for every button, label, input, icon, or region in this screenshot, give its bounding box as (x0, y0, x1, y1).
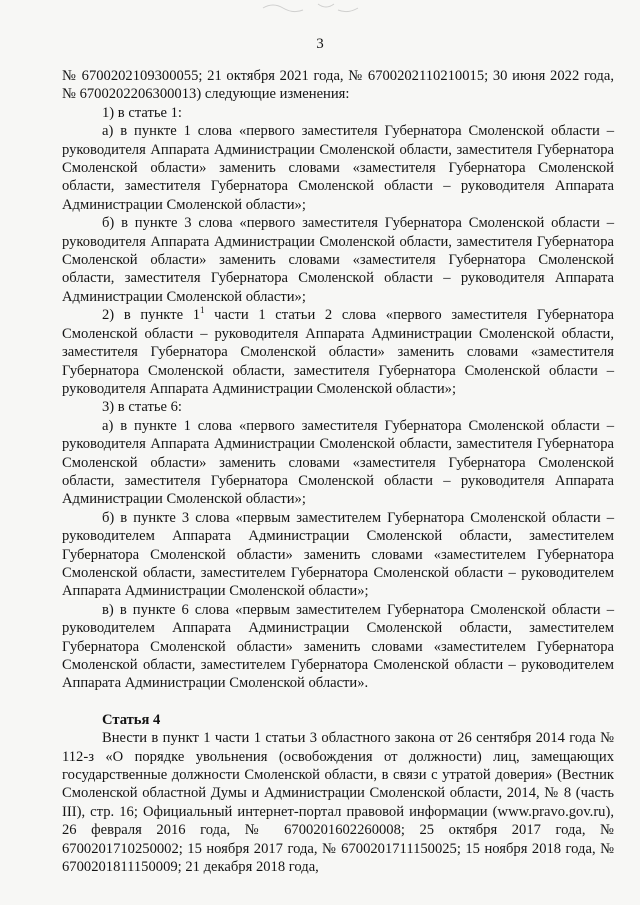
article-4-text: Внести в пункт 1 части 1 статьи 3 областного закона от 26 сентября 2014 года № 112-з «О порядке увольнения (освобождения от должности) лиц, замещающих государственные должности Смоленской области, в связи с утратой доверия» (Вестник Смоленской областной Думы и Администрации Смоленской области, 2014, № 8 (часть III), стр. 16; Официальный интернет-портал правовой информации (www.pravo.gov.ru), 26 февраля 2016 года, № 6700201602260008; 25 октября 2017 года, № 6700201710250002; 15 ноября 2017 года, № 6700201711150025; 15 ноября 2018 года, № 6700201811150009; 21 декабря 2018 года, (62, 730, 614, 876)
item-3c: в) в пункте 6 слова «первым заместителем Губернатора Смоленской области – руководителем Аппарата Администрации Смоленской области, заместителем Губернатора Смоленской области» заменить словами «заместителем Губернатора Смоленской области, заместителем Губернатора Смоленской области – руководителем Аппарата Администрации Смоленской области». (62, 601, 614, 692)
item-1-heading: 1) в статье 1: (102, 104, 182, 121)
item-2-superscript: 1 (200, 305, 205, 316)
paragraph-continuation: № 6700202109300055; 21 октября 2021 года, № 6700202110210015; 30 июня 2022 года, № 6700202206300013) следующие изменения: (62, 68, 614, 103)
article-4-heading: Статья 4 (102, 711, 161, 728)
item-2 (62, 306, 614, 398)
item-3-heading: 3) в статье 6: (102, 399, 182, 416)
page-number: 3 (316, 36, 324, 52)
item-1a: а) в пункте 1 слова «первого заместителя Губернатора Смоленской области – руководителя Аппарата Администрации Смоленской области, заместителя Губернатора Смоленской области» заменить словами «заместителя Губернатора Смоленской области, заместителя Губернатора Смоленской области – руководителя Аппарата Администрации Смоленской области»; (62, 123, 614, 213)
item-1b: б) в пункте 3 слова «первого заместителя Губернатора Смоленской области – руководителя Аппарата Администрации Смоленской области, заместителя Губернатора Смоленской области» заменить словами «заместителя Губернатора Смоленской области, заместителя Губернатора Смоленской области – руководителя Аппарата Администрации Смоленской области»; (62, 215, 614, 305)
item-2-prefix: 2) в пункте 1 (102, 307, 201, 324)
item-3a: а) в пункте 1 слова «первого заместителя Губернатора Смоленской области – руководителя Аппарата Администрации Смоленской области, заместителя Губернатора Смоленской области» заменить словами «заместителя Губернатора Смоленской области, заместителя Губернатора Смоленской области – руководителя Аппарата Администрации Смоленской области»; (62, 417, 614, 508)
scan-artifact-mark (258, 0, 368, 22)
item-3b: б) в пункте 3 слова «первым заместителем Губернатора Смоленской области – руководителем Аппарата Администрации Смоленской области, заместителем Губернатора Смоленской области» заменить словами «заместителем Губернатора Смоленской области, заместителем Губернатора Смоленской области – руководителем Аппарата Администрации Смоленской области»; (62, 509, 614, 600)
document-body (62, 67, 614, 876)
item-2-text: части 1 статьи 2 слова «первого заместителя Губернатора Смоленской области – руководителя Аппарата Администрации Смоленской области, заместителя Губернатора Смоленской области» заменить словами «заместителя Губернатора Смоленской области, заместителя Губернатора Смоленской области – руководителя Аппарата Администрации Смоленской области»; (62, 307, 614, 397)
